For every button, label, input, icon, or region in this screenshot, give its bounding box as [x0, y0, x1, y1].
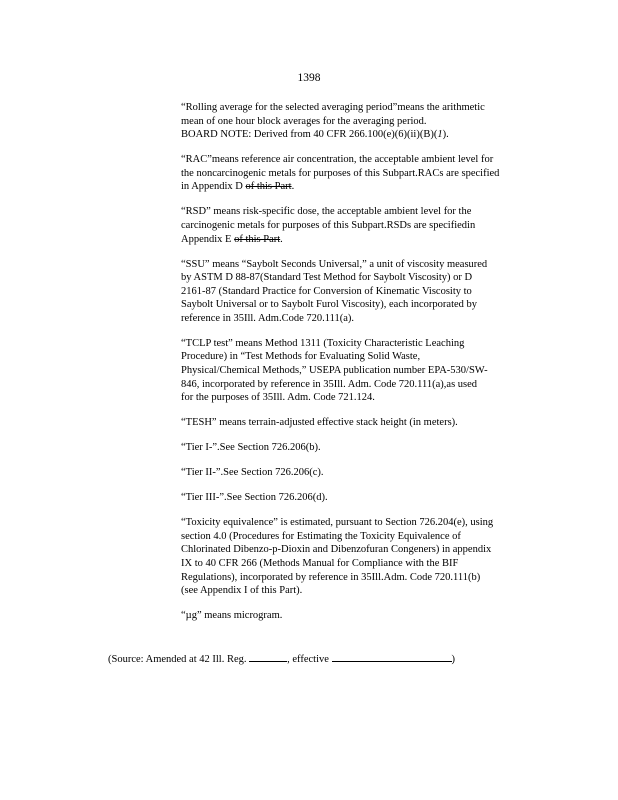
line-end: . — [291, 181, 295, 193]
definition-line: Procedure) in “Test Methods for Evaluating Solid Waste, — [181, 351, 421, 363]
struck-text: of this Part — [234, 233, 281, 245]
definition-line: 2161-87 (Standard Practice for Conversion of Kinematic Viscosity to — [181, 285, 472, 297]
definition-line: “TCLP test” means Method 1311 (Toxicity Characteristic Leaching — [181, 337, 465, 349]
definition-toxicity-equivalence — [181, 516, 537, 598]
source-prefix: (Source: Amended at 42 Ill. Reg. — [108, 654, 247, 665]
definition-line: “RSD” means risk-specific dose, the acceptable ambient level for the — [181, 206, 472, 218]
definition-line: “Tier II-”.See Section 726.206(c). — [181, 467, 324, 479]
definition-ssu — [181, 258, 537, 326]
definition-line: “RAC”means reference air concentration, the acceptable ambient level for — [181, 154, 494, 166]
definition-line: 846, incorporated by reference in 35Ill. Adm. Code 720.111(a),as used — [181, 378, 478, 390]
board-note-suffix: ). — [442, 129, 449, 141]
definition-line — [181, 180, 537, 194]
definition-line: Physical/Chemical Methods,” USEPA publication number EPA-530/SW- — [181, 365, 488, 377]
register-blank — [249, 652, 287, 662]
definition-line: “Tier III-”.See Section 726.206(d). — [181, 492, 328, 504]
definition-tclp-test — [181, 337, 537, 405]
definition-line: Regulations), incorporated by reference in 35Ill.Adm. Code 720.111(b) — [181, 571, 481, 583]
definition-microgram — [181, 609, 537, 623]
definition-tier-iii — [181, 491, 537, 505]
appendix-reference: in Appendix D — [181, 181, 243, 193]
definition-rac — [181, 153, 537, 194]
definitions-list — [181, 101, 537, 634]
definition-line: section 4.0 (Procedures for Estimating the Toxicity Equivalence of — [181, 530, 461, 542]
effective-date-blank — [332, 652, 452, 662]
struck-text: of this Part — [245, 181, 292, 193]
definition-line: (see Appendix I of this Part). — [181, 585, 303, 597]
definition-tier-ii — [181, 466, 537, 480]
definition-rolling-average — [181, 101, 537, 142]
definition-line: Saybolt Universal or to Saybolt Furol Viscosity), each incorporated by — [181, 299, 478, 311]
definition-rsd — [181, 205, 537, 246]
source-suffix: ) — [451, 654, 456, 665]
definition-line: “Tier I-”.See Section 726.206(b). — [181, 442, 321, 454]
source-middle: , effective — [287, 654, 329, 665]
definition-line: “µg” means microgram. — [181, 610, 283, 622]
definition-line: carcinogenic metals for purposes of this Subpart.RSDs are specifiedin — [181, 219, 476, 231]
board-note-text: BOARD NOTE: Derived from 40 CFR 266.100(e)(6)(ii)(B)( — [181, 129, 438, 141]
definition-line: for the purposes of 35Ill. Adm. Code 721.124. — [181, 392, 375, 404]
definition-line: Chlorinated Dibenzo-p-Dioxin and Dibenzofuran Congeners) in appendix — [181, 544, 492, 556]
appendix-reference: Appendix E — [181, 233, 232, 245]
definition-tier-i — [181, 441, 537, 455]
line-end: . — [280, 233, 283, 245]
source-note — [108, 652, 528, 665]
definition-line: “TESH” means terrain-adjusted effective stack height (in meters). — [181, 417, 458, 429]
definition-line: “Toxicity equivalence” is estimated, pursuant to Section 726.204(e), using — [181, 517, 494, 529]
page-number: 1398 — [297, 72, 321, 84]
definition-line: “Rolling average for the selected averaging period”means the arithmetic — [181, 102, 485, 113]
definition-line — [181, 233, 537, 247]
board-note-italic: 1 — [437, 129, 443, 141]
board-note — [181, 128, 537, 142]
definition-line: reference in 35Ill. Adm.Code 720.111(a). — [181, 312, 354, 324]
definition-line: by ASTM D 88-87(Standard Test Method for Saybolt Viscosity) or D — [181, 272, 473, 284]
definition-line: IX to 40 CFR 266 (Methods Manual for Compliance with the BIF — [181, 557, 459, 569]
definition-line: mean of one hour block averages for the averaging period. — [181, 115, 427, 127]
definition-line: “SSU” means “Saybolt Seconds Universal,” a unit of viscosity measured — [181, 258, 488, 270]
definition-tesh — [181, 416, 537, 430]
definition-line: the noncarcinogenic metals for purposes of this Subpart.RACs are specified — [181, 167, 500, 179]
